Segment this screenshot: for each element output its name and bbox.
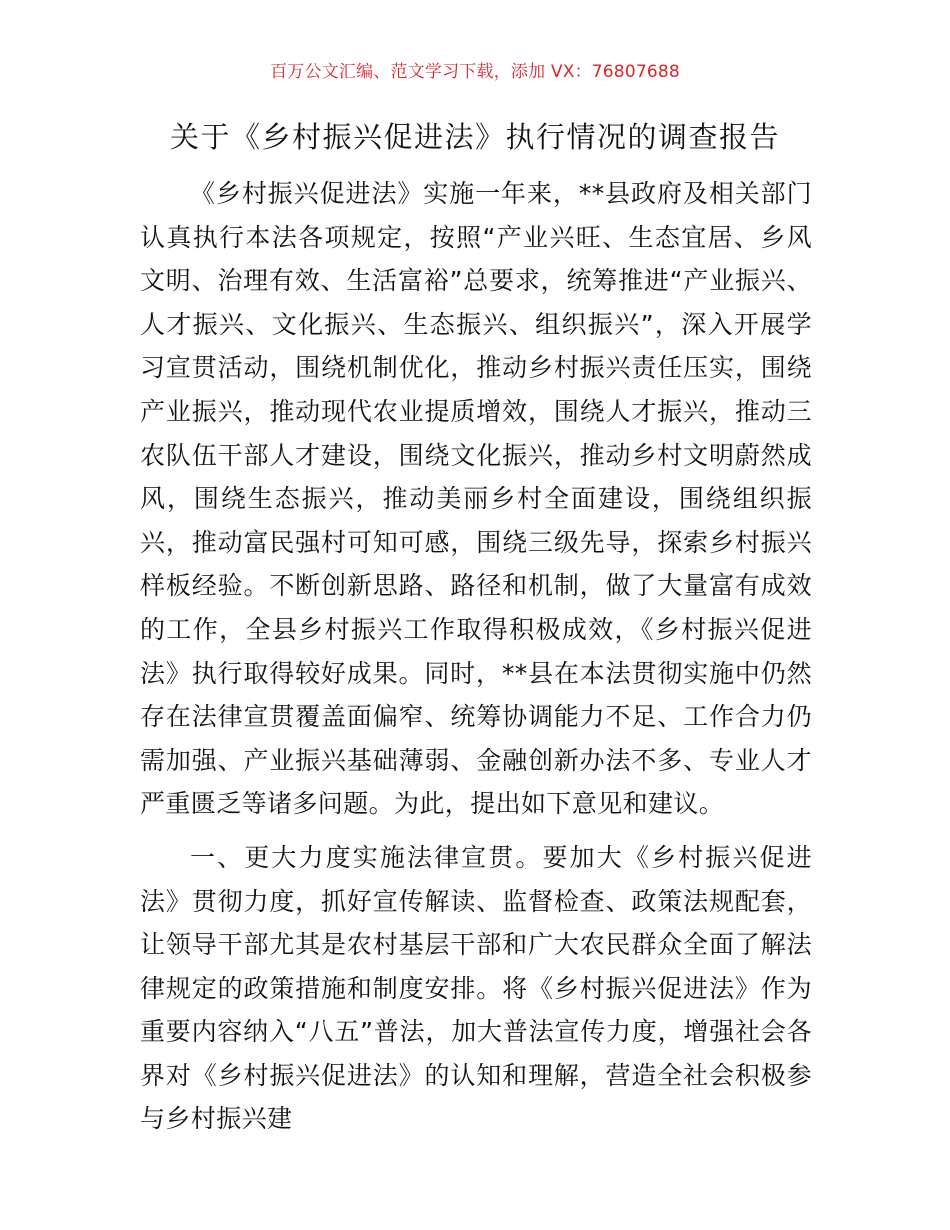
paragraph-intro: 《乡村振兴促进法》实施一年来，**县政府及相关部门认真执行本法各项规定，按照“产业兴旺、生态宜居、乡风文明、治理有效、生活富裕”总要求，统筹推进“产业振兴、人才振兴、文化振兴、生态振兴、组织振兴”，深入开展学习宣贯活动，围绕机制优化，推动乡村振兴责任压实，围绕产业振兴，推动现代农业提质增效，围绕人才振兴，推动三农队伍干部人才建设，围绕文化振兴，推动乡村文明蔚然成风，围绕生态振兴，推动美丽乡村全面建设，围绕组织振兴，推动富民强村可知可感，围绕三级先导，探索乡村振兴样板经验。不断创新思路、路径和机制，做了大量富有成效的工作，全县乡村振兴工作取得积极成效，《乡村振兴促进法》执行取得较好成果。同时，**县在本法贯彻实施中仍然存在法律宣贯覆盖面偏窄、统筹协调能力不足、工作合力仍需加强、产业振兴基础薄弱、金融创新办法不多、专业人才严重匮乏等诸多问题。为此，提出如下意见和建议。 <box>140 179 812 819</box>
watermark-header: 百万公文汇编、范文学习下载，添加 VX：76807688 <box>270 62 680 82</box>
paragraph-section-1: 一、更大力度实施法律宣贯。要加大《乡村振兴促进法》贯彻力度，抓好宣传解读、监督检查、政策法规配套，让领导干部尤其是农村基层干部和广大农民群众全面了解法律规定的政策措施和制度安排。将《乡村振兴促进法》作为重要内容纳入“八五”普法，加大普法宣传力度，增强社会各界对《乡村振兴促进法》的认知和理解，营造全社会积极参与乡村振兴建 <box>140 842 812 1134</box>
document-body <box>140 172 812 1141</box>
document-title: 关于《乡村振兴促进法》执行情况的调查报告 <box>169 120 780 154</box>
